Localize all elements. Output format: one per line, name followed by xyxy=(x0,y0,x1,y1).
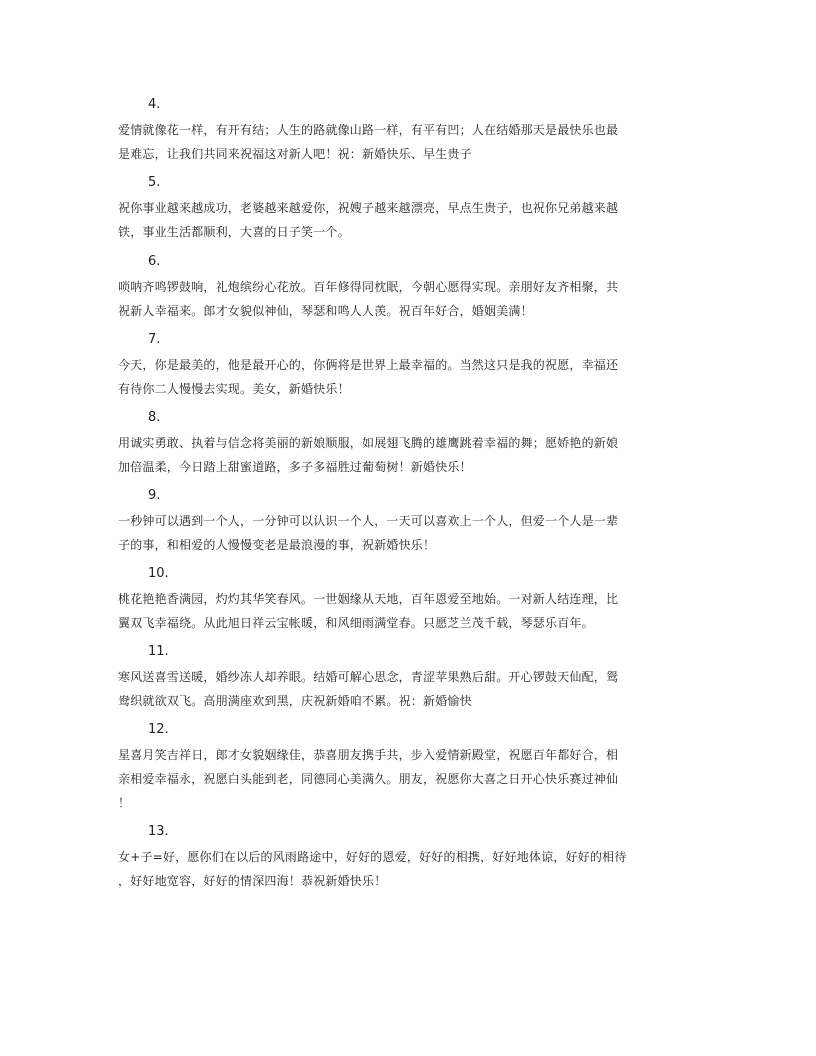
entry-number: 9. xyxy=(148,488,161,503)
entry-text-line: ！ xyxy=(118,796,131,810)
entry-number: 5. xyxy=(148,175,161,190)
entry-number: 4. xyxy=(148,97,161,112)
entry-text-line: 加倍温柔，今日踏上甜蜜道路，多子多福胜过葡萄树！新婚快乐！ xyxy=(118,460,472,474)
entry-text-line: 女+子=好，愿你们在以后的风雨路途中，好好的恩爱，好好的相携，好好地体谅，好好的相待 xyxy=(118,850,627,864)
entry-text-line: 有待你二人慢慢去实现。美女，新婚快乐！ xyxy=(118,382,350,396)
entry-number: 7. xyxy=(148,332,161,347)
entry-number: 11. xyxy=(148,644,169,659)
entry-text-line: 寒风送喜雪送暖，婚纱冻人却养眼。结婚可解心思念，青涩苹果熟后甜。开心锣鼓天仙配，鸳 xyxy=(118,670,619,684)
entry-text-line: 是难忘，让我们共同来祝福这对新人吧！祝：新婚快乐、早生贵子 xyxy=(118,147,472,161)
entry-number: 8. xyxy=(148,410,161,425)
entry-text-line: 爱情就像花一样，有开有结；人生的路就像山路一样，有平有凹；人在结婚那天是最快乐也最 xyxy=(118,123,619,137)
entry-text-line: 亲相爱幸福永，祝愿白头能到老，同德同心美满久。朋友，祝愿你大喜之日开心快乐赛过神仙 xyxy=(118,772,619,786)
entry-text-line: 唢呐齐鸣锣鼓响，礼炮缤纷心花放。百年修得同枕眠，今朝心愿得实现。亲朋好友齐相聚，共 xyxy=(118,280,619,294)
entry-text-line: 铁，事业生活都顺利，大喜的日子笑一个。 xyxy=(118,225,350,239)
entry-text-line: 子的事，和相爱的人慢慢变老是最浪漫的事，祝新婚快乐！ xyxy=(118,538,436,552)
entry-text-line: 桃花艳艳香满园，灼灼其华笑春风。一世姻缘从天地，百年恩爱至地始。一对新人结连理，比 xyxy=(118,592,619,606)
entry-text-line: 翼双飞幸福绕。从此旭日祥云宝帐暖，和风细雨满堂春。只愿芝兰茂千载，琴瑟乐百年。 xyxy=(118,616,594,630)
entry-number: 6. xyxy=(148,254,161,269)
entry-text-line: 一秒钟可以遇到一个人，一分钟可以认识一个人，一天可以喜欢上一个人，但爱一个人是一辈 xyxy=(118,514,619,528)
entry-text-line: 用诚实勇敢、执着与信念将美丽的新娘顺服，如展翅飞腾的雄鹰跳着幸福的舞；愿娇艳的新娘 xyxy=(118,436,619,450)
entry-number: 12. xyxy=(148,722,169,737)
entry-text-line: 今天，你是最美的，他是最开心的，你俩将是世界上最幸福的。当然这只是我的祝愿，幸福还 xyxy=(118,358,619,372)
entry-text-line: 星喜月笑吉祥日，郎才女貌姻缘佳，恭喜朋友携手共，步入爱情新殿堂，祝愿百年都好合，相 xyxy=(118,748,619,762)
entry-text-line: 祝你事业越来越成功，老婆越来越爱你，祝嫂子越来越漂亮，早点生贵子，也祝你兄弟越来越 xyxy=(118,201,619,215)
entry-number: 13. xyxy=(148,824,169,839)
entry-text-line: 鸯织就欲双飞。高朋满座欢到黑，庆祝新婚咱不累。祝：新婚愉快 xyxy=(118,694,472,708)
entry-text-line: 祝新人幸福来。郎才女貌似神仙，琴瑟和鸣人人羡。祝百年好合，婚姻美满！ xyxy=(118,304,533,318)
entry-text-line: ，好好地宽容，好好的情深四海！恭祝新婚快乐！ xyxy=(118,874,387,888)
entry-number: 10. xyxy=(148,566,169,581)
